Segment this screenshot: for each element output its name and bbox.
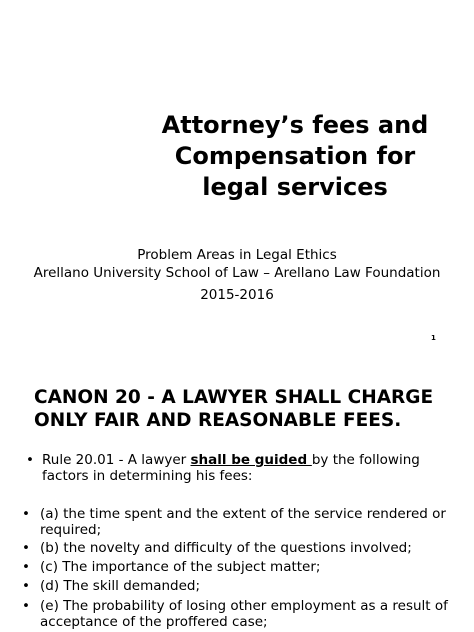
academic-year: 2015-2016: [200, 287, 274, 303]
rule-text: [42, 452, 456, 484]
list-item-text: (e) The probability of losing other employment as a result of acceptance of the proffered case;: [40, 598, 448, 630]
institution-name: Arellano University School of Law – Arellano Law Foundation: [33, 265, 441, 281]
bullet-icon: •: [26, 452, 34, 468]
slide-canon-20: [0, 356, 474, 632]
list-item: [22, 598, 452, 630]
bullet-icon: •: [22, 540, 30, 556]
rule-bullet: [26, 452, 456, 484]
bullet-icon: •: [22, 598, 30, 614]
list-item: [22, 578, 452, 594]
list-item: [22, 559, 452, 575]
rule-emphasis: shall be guided: [190, 452, 312, 468]
rule-prefix: Rule 20.01 - A lawyer: [42, 452, 191, 468]
slide-heading: CANON 20 - A LAWYER SHALL CHARGE ONLY FAIR AND REASONABLE FEES.: [34, 387, 434, 431]
presentation-title: Attorney’s fees and Compensation for legal services: [161, 111, 429, 201]
page-number: 1: [431, 334, 436, 342]
list-item: [22, 506, 452, 538]
list-item-text: (b) the novelty and difficulty of the questions involved;: [40, 540, 412, 556]
bullet-icon: •: [22, 506, 30, 522]
bullet-icon: •: [22, 578, 30, 594]
bullet-icon: •: [22, 559, 30, 575]
list-item-text: (c) The importance of the subject matter;: [40, 559, 321, 575]
list-item-text: (a) the time spent and the extent of the service rendered or required;: [40, 506, 446, 538]
list-item-text: (d) The skill demanded;: [40, 578, 201, 594]
course-name: Problem Areas in Legal Ethics: [137, 247, 337, 263]
rule-suffix: by the following factors in determining his fees:: [42, 452, 420, 484]
list-item: [22, 540, 452, 556]
